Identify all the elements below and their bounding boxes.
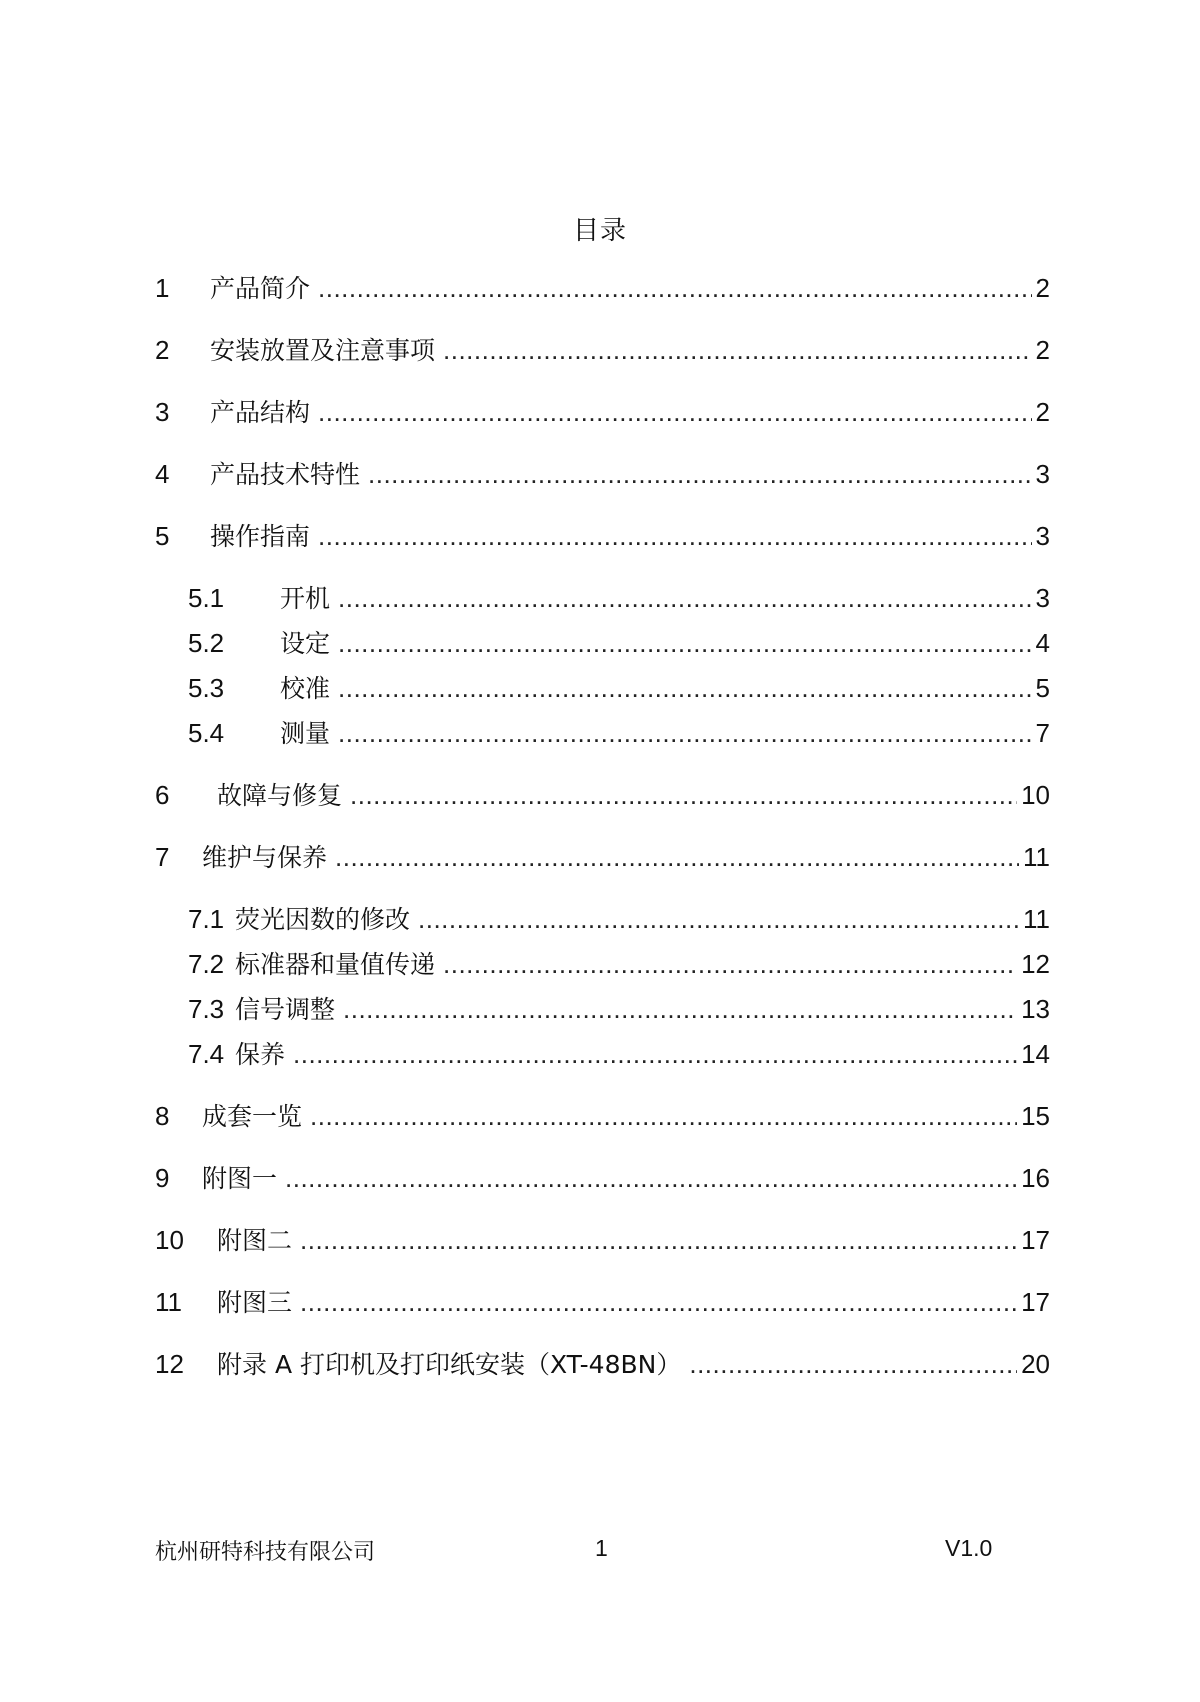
dot-leader [418, 901, 1019, 937]
toc-entry-page: 10 [1021, 780, 1050, 810]
toc-entry-number: 12 [155, 1349, 184, 1379]
toc-entry-page: 17 [1021, 1287, 1050, 1317]
toc-entry-label: 维护与保养 [202, 843, 328, 872]
toc-entry-page: 5 [1035, 673, 1050, 703]
toc-entry-label: 开机 [280, 584, 331, 613]
dot-leader [335, 839, 1019, 875]
toc-entry-9[interactable] [155, 1160, 1050, 1196]
toc-entry-label: 信号调整 [235, 995, 336, 1024]
toc-entry-label: 产品简介 [210, 274, 311, 303]
dot-leader [293, 1036, 1017, 1072]
toc-entry-number: 11 [155, 1287, 182, 1317]
toc-entry-11[interactable] [155, 1284, 1050, 1320]
toc-entry-12[interactable] [155, 1346, 1050, 1382]
toc-entry-label: 标准器和量值传递 [235, 950, 436, 979]
dot-leader [338, 625, 1032, 661]
toc-entry-5[interactable] [155, 518, 1050, 554]
dot-leader [318, 394, 1032, 430]
toc-entry-number: 9 [155, 1163, 170, 1193]
toc-entry-number: 7 [155, 842, 170, 872]
toc-entry-page: 3 [1035, 521, 1050, 551]
toc-entry-number: 5.3 [188, 673, 225, 703]
toc-entry-number: 5.4 [188, 718, 225, 748]
dot-leader [338, 715, 1032, 751]
toc-entry-page: 11 [1023, 842, 1050, 872]
toc-entry-4[interactable] [155, 456, 1050, 492]
toc-entry-label: 荧光因数的修改 [235, 905, 411, 934]
toc-entry-page: 11 [1023, 904, 1050, 934]
toc-entry-page: 14 [1021, 1039, 1050, 1069]
dot-leader [350, 777, 1017, 813]
dot-leader [368, 456, 1032, 492]
toc-entry-5-2[interactable] [188, 625, 1050, 661]
toc-entry-number: 1 [155, 273, 170, 303]
dot-leader [300, 1284, 1017, 1320]
toc-entry-label: 安装放置及注意事项 [210, 336, 436, 365]
toc-entry-number: 2 [155, 335, 170, 365]
toc-entry-7-4[interactable] [188, 1036, 1050, 1072]
toc-entry-5-4[interactable] [188, 715, 1050, 751]
toc-entry-8[interactable] [155, 1098, 1050, 1134]
toc-entry-label: 产品结构 [210, 398, 311, 427]
toc-entry-2[interactable] [155, 332, 1050, 368]
dot-leader [443, 946, 1017, 982]
toc-entry-page: 2 [1035, 273, 1050, 303]
toc-entry-number: 10 [155, 1225, 184, 1255]
toc-entry-page: 17 [1021, 1225, 1050, 1255]
dot-leader [300, 1222, 1017, 1258]
dot-leader [343, 991, 1017, 1027]
toc-entry-label: 测量 [280, 719, 331, 748]
toc-entry-number: 4 [155, 459, 170, 489]
dot-leader [689, 1346, 1017, 1382]
toc-entry-label: 产品技术特性 [210, 460, 361, 489]
toc-entry-number: 3 [155, 397, 170, 427]
footer-company-name: 杭州研特科技有限公司 [155, 1540, 376, 1565]
toc-entry-page: 3 [1035, 459, 1050, 489]
dot-leader [443, 332, 1032, 368]
toc-entry-page: 2 [1035, 397, 1050, 427]
toc-entry-6[interactable] [155, 777, 1050, 813]
dot-leader [318, 518, 1032, 554]
toc-entry-7[interactable] [155, 839, 1050, 875]
toc-entry-label: 保养 [235, 1040, 286, 1069]
toc-entry-label: 附图三 [217, 1288, 293, 1317]
toc-entry-number: 5.1 [188, 583, 225, 613]
toc-entry-5-1[interactable] [188, 580, 1050, 616]
toc-entry-number: 7.2 [188, 949, 225, 979]
toc-entry-label: 设定 [280, 629, 331, 658]
toc-entry-number: 8 [155, 1101, 170, 1131]
dot-leader [338, 580, 1032, 616]
toc-entry-number: 6 [155, 780, 170, 810]
toc-entry-3[interactable] [155, 394, 1050, 430]
toc-entry-page: 13 [1021, 994, 1050, 1024]
dot-leader [338, 670, 1032, 706]
page-footer [0, 1535, 1200, 1569]
toc-entry-7-1[interactable] [188, 901, 1050, 937]
toc-entry-number: 5.2 [188, 628, 225, 658]
toc-entry-page: 3 [1035, 583, 1050, 613]
toc-entry-label: 附图一 [202, 1164, 278, 1193]
dot-leader [310, 1098, 1017, 1134]
footer-version: V1.0 [945, 1535, 993, 1561]
toc-entry-10[interactable] [155, 1222, 1050, 1258]
dot-leader [285, 1160, 1017, 1196]
toc-entry-page: 20 [1021, 1349, 1050, 1379]
toc-entry-7-2[interactable] [188, 946, 1050, 982]
toc-entry-label: 校准 [280, 674, 331, 703]
toc-entry-page: 4 [1035, 628, 1050, 658]
toc-entry-page: 7 [1035, 718, 1050, 748]
toc-entry-1[interactable] [155, 270, 1050, 306]
toc-entry-label: 附图二 [217, 1226, 293, 1255]
toc-title: 目录 [572, 216, 627, 246]
dot-leader [318, 270, 1032, 306]
footer-page-number: 1 [595, 1535, 608, 1561]
toc-entry-number: 7.1 [188, 904, 225, 934]
toc-entry-number: 7.4 [188, 1039, 225, 1069]
toc-entry-number: 7.3 [188, 994, 225, 1024]
toc-entry-page: 16 [1021, 1163, 1050, 1193]
toc-entry-number: 5 [155, 521, 170, 551]
toc-entry-label: 附录 A 打印机及打印纸安装（XT-48BN） [217, 1350, 682, 1379]
toc-entry-label: 成套一览 [202, 1102, 303, 1131]
toc-entry-page: 12 [1021, 949, 1050, 979]
toc-entry-5-3[interactable] [188, 670, 1050, 706]
toc-entry-page: 15 [1021, 1101, 1050, 1131]
toc-entry-7-3[interactable] [188, 991, 1050, 1027]
toc-entry-label: 故障与修复 [217, 781, 343, 810]
toc-entry-page: 2 [1035, 335, 1050, 365]
toc-entry-label: 操作指南 [210, 522, 311, 551]
